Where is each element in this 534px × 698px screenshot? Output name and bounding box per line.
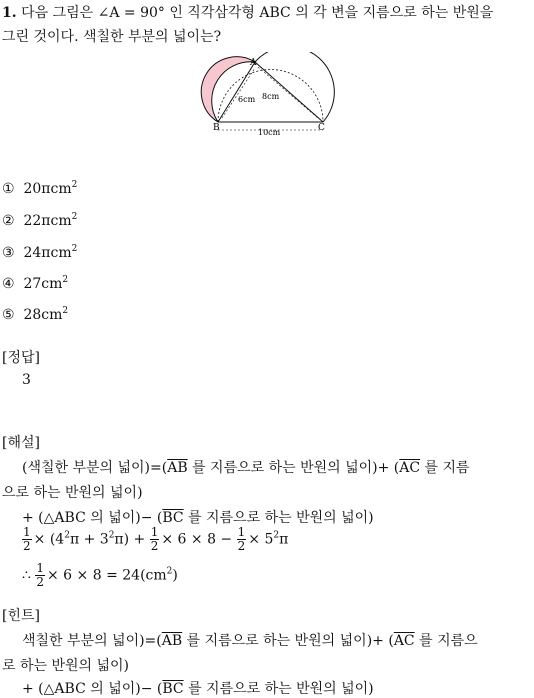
choice-5[interactable]: ⑤ $28cm^2$: [2, 306, 69, 323]
explanation-line-2: 으로 하는 반원의 넓이): [2, 485, 143, 501]
label-ac-length: 8cm: [262, 92, 280, 101]
answer-heading: [정답]: [2, 350, 40, 366]
explanation-heading: [해설]: [2, 435, 40, 451]
explanation-line-3: + (△ABC 의 넓이)− ($\overline{BC}$ 를 지름으로 하는 반원의 넓이): [22, 510, 374, 526]
choice-3[interactable]: ③ 24πcm$^2$: [2, 244, 78, 261]
problem-number: 1.: [2, 5, 17, 21]
explanation-line-4: $\frac{1}{2}$ × $(4^2\pi + 3^2\pi)$ + $\frac{1}{2}$ × 6 × 8 − $\frac{1}{2}$ × $5^2\pi$: [23, 525, 289, 553]
shaded-lune-ac: [255, 52, 334, 122]
vertex-c-label: C: [318, 123, 325, 133]
label-bc-length: 10cm: [258, 128, 281, 137]
triangle-semicircles-figure: [200, 52, 340, 138]
hint-heading: [힌트]: [2, 608, 40, 624]
hint-line-1: 색칠한 부분의 넓이)$=(\overline{AB}$ 를 지름으로 하는 반원의 넓이)+ ($\overline{AC}$ 를 지름으: [22, 633, 478, 649]
choice-4[interactable]: ④ $27cm^2$: [2, 275, 69, 292]
explanation-line-1: (색칠한 부분의 넓이)$=(\overline{AB}$ 를 지름으로 하는 반원의 넓이)+ ($\overline{AC}$ 를 지름: [22, 460, 470, 476]
vertex-b-label: B: [213, 123, 220, 133]
choice-1[interactable]: ① 20πcm$^2$: [2, 180, 78, 197]
problem-text-1: 다음 그림은 ∠A = 90° 인 직각삼각형 ABC 의 각 변을 지름으로 하는 반원을: [21, 5, 494, 21]
choice-2[interactable]: ② 22πcm$^2$: [2, 212, 78, 229]
label-ab-length: 6cm: [238, 95, 256, 104]
problem-text-2: 그린 것이다. 색칠한 부분의 넓이는?: [2, 29, 222, 45]
hint-line-2: 로 하는 반원의 넓이): [2, 658, 130, 674]
explanation-line-5: ∴ $\frac{1}{2}$ × $6 \times 8 = 24(cm^2)$: [22, 561, 178, 589]
answer-value: 3: [22, 372, 31, 388]
shaded-lune-ab: [201, 57, 255, 122]
problem-line-1: [2, 2, 493, 22]
hint-line-3: + (△ABC 의 넓이)− ($\overline{BC}$ 를 지름으로 하는 반원의 넓이): [22, 681, 374, 697]
vertex-a-label: A: [250, 58, 257, 68]
